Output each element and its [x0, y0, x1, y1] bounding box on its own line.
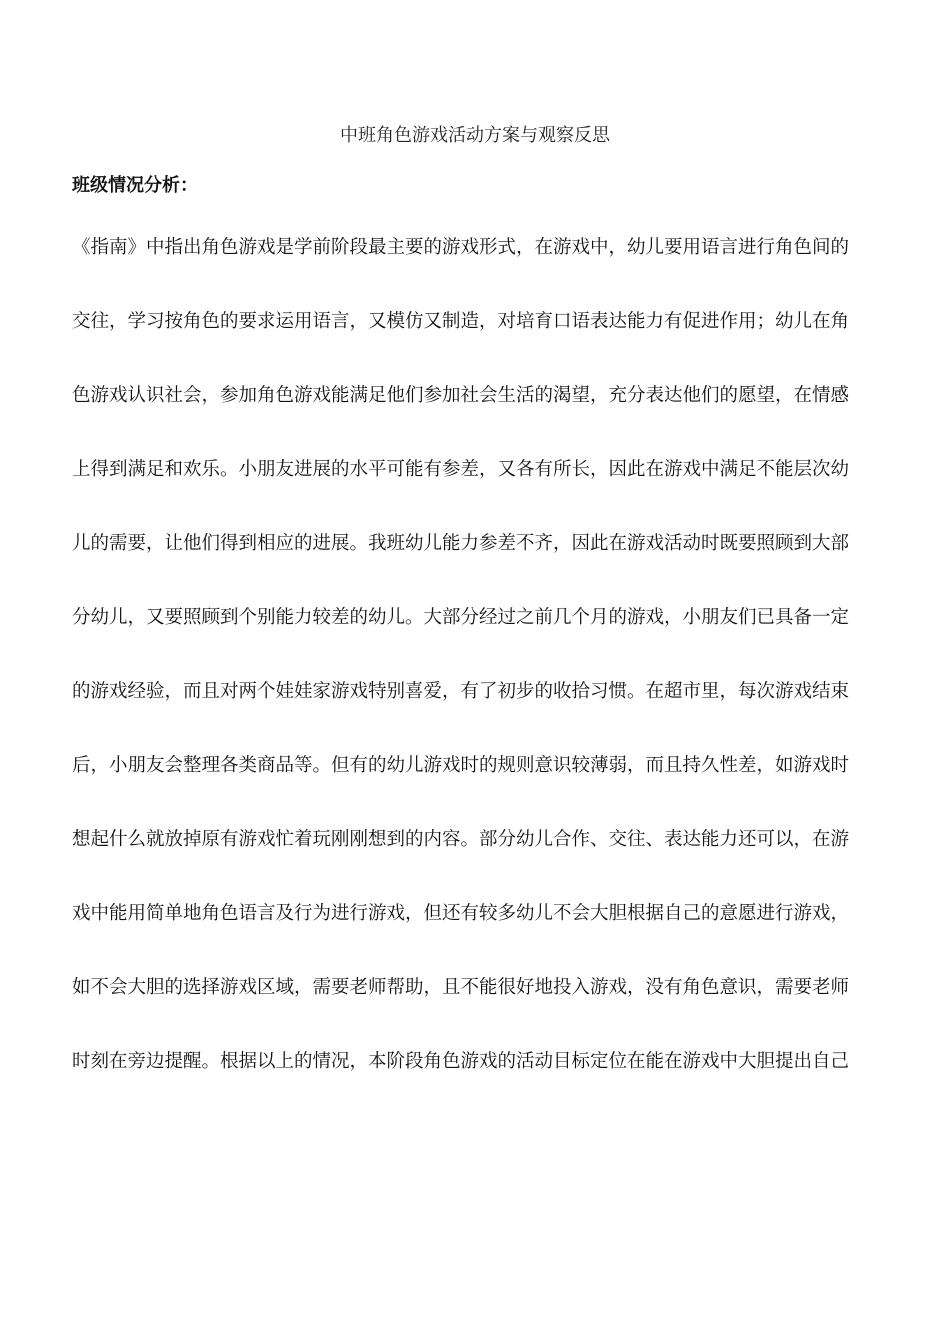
body-line: 的游戏经验，而且对两个娃娃家游戏特别喜爱，有了初步的收拾习惯。在超市里，每次游戏结束	[72, 681, 850, 702]
body-line: 后，小朋友会整理各类商品等。但有的幼儿游戏时的规则意识较薄弱，而且持久性差，如游戏时	[72, 755, 850, 776]
body-line: 《指南》中指出角色游戏是学前阶段最主要的游戏形式，在游戏中，幼儿要用语言进行角色间的	[72, 237, 850, 258]
body-line: 想起什么就放掉原有游戏忙着玩刚刚想到的内容。部分幼儿合作、交往、表达能力还可以，在游	[72, 829, 850, 850]
body-line: 分幼儿，又要照顾到个别能力较差的幼儿。大部分经过之前几个月的游戏，小朋友们已具备一定	[72, 607, 850, 628]
section-heading: 班级情况分析：	[72, 175, 198, 196]
body-line: 儿的需要，让他们得到相应的进展。我班幼儿能力参差不齐，因此在游戏活动时既要照顾到大部	[72, 533, 850, 554]
document-title: 中班角色游戏活动方案与观察反思	[340, 125, 610, 146]
body-line: 上得到满足和欢乐。小朋友进展的水平可能有参差，又各有所长，因此在游戏中满足不能层次幼	[72, 459, 850, 480]
body-line: 戏中能用简单地角色语言及行为进行游戏，但还有较多幼儿不会大胆根据自己的意愿进行游戏，	[72, 903, 850, 924]
body-line: 如不会大胆的选择游戏区域，需要老师帮助，且不能很好地投入游戏，没有角色意识，需要老师	[72, 977, 850, 998]
body-line: 色游戏认识社会，参加角色游戏能满足他们参加社会生活的渴望，充分表达他们的愿望，在情感	[72, 385, 850, 406]
body-line: 时刻在旁边提醒。根据以上的情况，本阶段角色游戏的活动目标定位在能在游戏中大胆提出自己	[72, 1051, 850, 1072]
body-paragraph	[72, 234, 878, 1122]
body-line: 交往，学习按角色的要求运用语言，又模仿又制造，对培育口语表达能力有促进作用；幼儿在角	[72, 311, 850, 332]
